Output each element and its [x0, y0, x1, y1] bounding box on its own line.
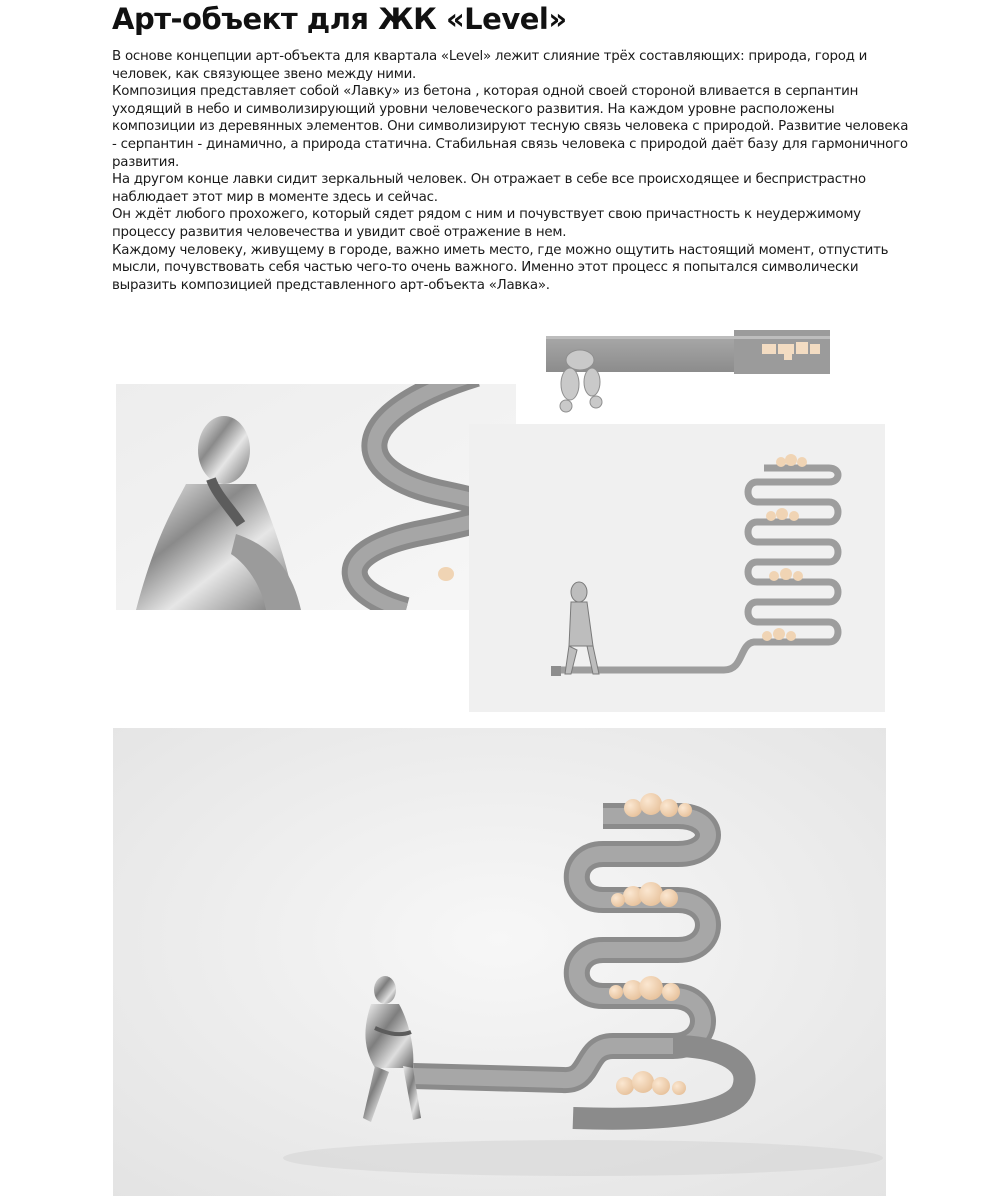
paragraph: В основе концепции арт-объекта для квартала «Level» лежит слияние трёх составляющих: природа, город и человек, как связующее звено между ними. — [112, 49, 868, 82]
paragraph: Каждому человеку, живущему в городе, важно иметь место, где можно ощутить настоящий момент, отпустить мысли, почувствовать себя частью чего-то очень важного. Именно этот процесс я попытался символически выразить композицией представленного арт-объекта «Лавка». — [112, 242, 889, 293]
paragraph: На другом конце лавки сидит зеркальный человек. Он отражает в себе все происходящее и беспристрастно наблюдает этот мир в моменте здесь и сейчас. — [112, 172, 866, 205]
perspective-render — [113, 728, 886, 1196]
paragraph: Композиция представляет собой «Лавку» из бетона , которая одной своей стороной вливается в серпантин уходящий в небо и символизирующий уровни человеческого развития. На каждом уровне расположены композиции из деревянных элементов. Они символизируют тесную связь человека с природой. Развитие человека - серпантин - динамично, а природа статична. Стабильная связь человека с природой даёт базу для гармоничного развития. — [112, 84, 909, 170]
page-title: Арт-объект для ЖК «Level» — [112, 2, 567, 36]
closeup-render — [116, 384, 516, 610]
description-text — [112, 48, 912, 294]
paragraph: Он ждёт любого прохожего, который сядет рядом с ним и почувствует свою причастность к неудержимому процессу развития человечества и увидит своё отражение в нем. — [112, 207, 861, 240]
side-view-render — [469, 424, 885, 712]
top-view-render — [520, 318, 910, 428]
